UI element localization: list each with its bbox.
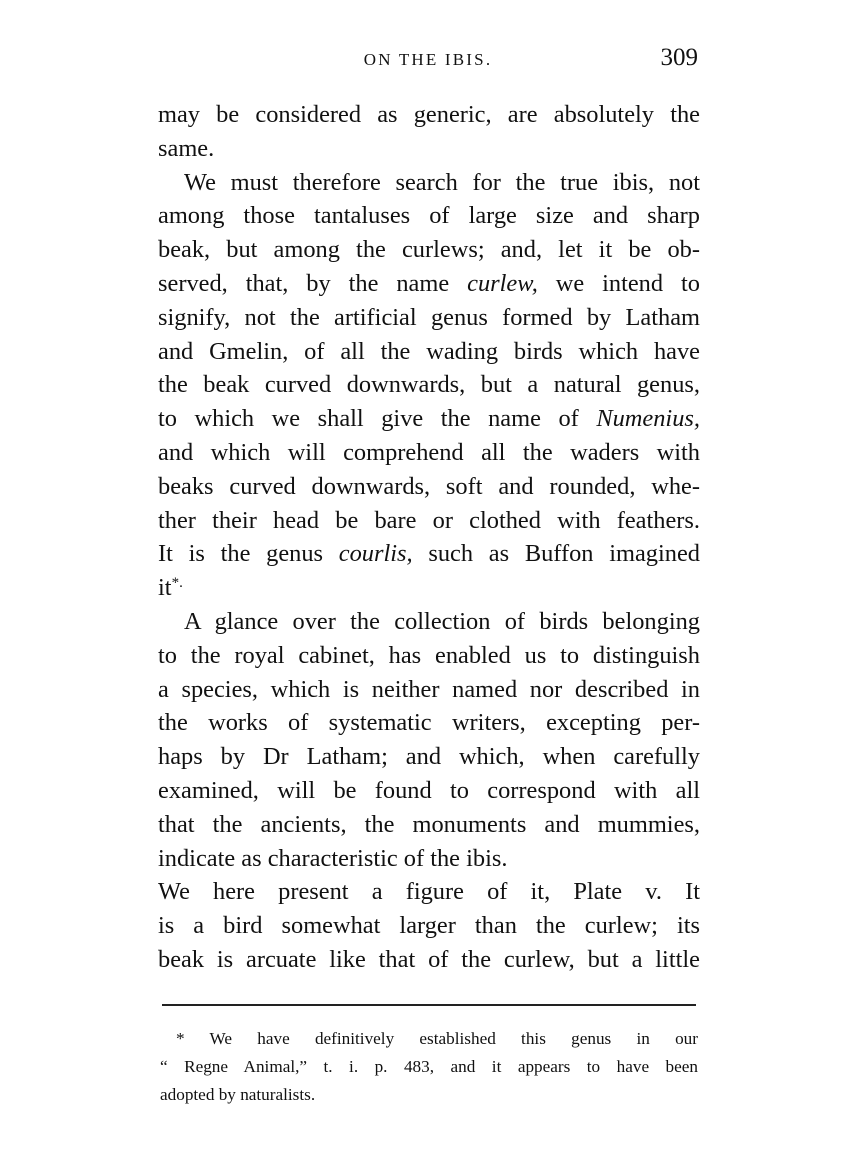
text-line: ther their head be bare or clothed with feathers.	[158, 506, 700, 534]
italic-term: curlew,	[467, 269, 538, 297]
text-line: A glance over the collection of birds belonging	[184, 607, 700, 635]
running-head	[158, 46, 698, 78]
text-line: beak is arcuate like that of the curlew, but a little	[158, 945, 700, 973]
text-line: haps by Dr Latham; and which, when carefully	[158, 743, 700, 771]
text-line: among those tantaluses of large size and sharp	[158, 202, 700, 230]
footnote-rule	[162, 1004, 696, 1006]
footnote-marker: *.	[171, 575, 183, 592]
text-line: signify, not the artificial genus formed by Latham	[158, 303, 700, 331]
text-line: and which will comprehend all the waders with	[158, 438, 700, 466]
text-line: the beak curved downwards, but a natural genus,	[158, 371, 700, 399]
text-line: a species, which is neither named nor described in	[158, 675, 700, 703]
text-line	[158, 402, 700, 436]
footnote-line: adopted by naturalists.	[160, 1085, 316, 1104]
text-line: same.	[158, 134, 215, 162]
italic-term: Numenius,	[596, 405, 700, 433]
text-segment: we intend to	[555, 269, 700, 297]
text-line: the works of systematic writers, excepting per-	[158, 709, 700, 737]
footnote	[160, 1025, 698, 1109]
text-segment: to which we shall give the name of	[158, 405, 579, 433]
text-line: and Gmelin, of all the wading birds which have	[158, 337, 700, 365]
text-line	[158, 267, 700, 301]
text-line: beaks curved downwards, soft and rounded, whe-	[158, 472, 700, 500]
footnote-line: * We have definitively established this genus in our	[176, 1029, 698, 1048]
text-line	[158, 571, 700, 605]
text-segment: such as Buffon imagined	[428, 540, 700, 568]
text-segment: It is the genus	[158, 540, 324, 568]
footnote-line: “ Regne Animal,” t. i. p. 483, and it appears to have been	[160, 1057, 698, 1076]
text-line: We here present a figure of it, Plate v. It	[158, 878, 700, 906]
text-segment: it	[158, 574, 172, 602]
body-text	[158, 98, 700, 977]
italic-term: courlis,	[338, 540, 413, 568]
text-segment: served, that, by the name	[158, 269, 450, 297]
text-line: examined, will be found to correspond with all	[158, 776, 700, 804]
text-line: is a bird somewhat larger than the curlew; its	[158, 912, 700, 940]
text-line: may be considered as generic, are absolutely the	[158, 101, 700, 128]
text-line: indicate as characteristic of the ibis.	[158, 844, 508, 872]
running-title: ON THE IBIS.	[363, 50, 493, 69]
text-line: to the royal cabinet, has enabled us to distinguish	[158, 641, 700, 669]
text-line: that the ancients, the monuments and mummies,	[158, 810, 700, 838]
text-line: beak, but among the curlews; and, let it be ob-	[158, 236, 700, 264]
text-line	[158, 537, 700, 571]
text-line: We must therefore search for the true ibis, not	[184, 168, 700, 196]
page-number: 309	[660, 44, 698, 71]
